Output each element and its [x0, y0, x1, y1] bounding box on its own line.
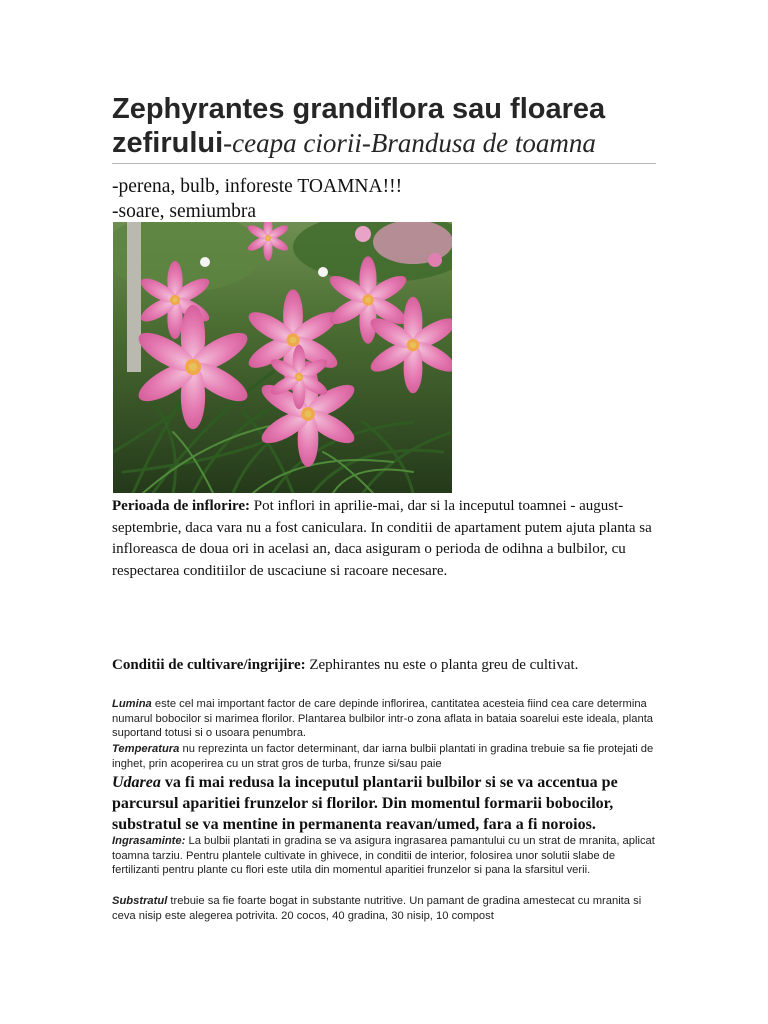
fertilizer-paragraph	[112, 834, 660, 878]
care-text: Zephirantes nu este o planta greu de cultivat.	[305, 657, 579, 673]
watering-text: va fi mai redusa la inceputul plantarii bulbilor si se va accentua pe parcursul aparitiei frunzelor si florilor. Din momentul formarii bobocilor, substratul se va mentine in permanenta reavan/umed, fara a fi noroios.	[112, 774, 618, 833]
care-paragraph	[112, 655, 612, 677]
fertilizer-text: La bulbii plantati in gradina se va asigura ingrasarea pamantului cu un strat de mranita, aplicat toamna tarziu. Pentru plantele cultivate in ghivece, in conditii de interior, folosirea unor solutii slabe de fertilizanti pentru plante cu flori este utila din momentul aparitiei frunzelor si pana la sfarsitul verii.	[112, 835, 655, 876]
watering-label: Udarea	[112, 774, 161, 791]
page-title	[112, 92, 657, 160]
fertilizer-label: Ingrasaminte:	[112, 835, 186, 847]
temperature-label: Temperatura	[112, 743, 180, 755]
substrate-paragraph	[112, 894, 660, 923]
flowering-paragraph	[112, 496, 657, 582]
title-subtitle: -ceapa ciorii-Brandusa de toamna	[223, 128, 596, 158]
summary-block	[112, 174, 402, 224]
light-label: Lumina	[112, 698, 152, 710]
temperature-paragraph	[112, 742, 660, 771]
light-text: este cel mai important factor de care depinde inflorirea, cantitatea acesteia fiind cea care determina numarul bobocilor si marimea florilor. Plantarea bulbilor intr-o zona aflata in bataia soarelui este ideala, planta suportand totusi si o usoara penumbra.	[112, 698, 654, 739]
summary-line-season: -perena, bulb, inforeste TOAMNA!!!	[112, 176, 403, 197]
care-label: Conditii de cultivare/ingrijire:	[112, 657, 306, 673]
flowering-text: Pot inflori in aprilie-mai, dar si la inceputul toamnei - august-septembrie, daca vara nu a fost caniculara. In conditii de apartament putem ajuta planta sa infloreasca de doua ori in acelasi an, daca asiguram o perioda de odihna a bulbilor, cu respectarea conditiilor de uscaciune si racoare necesare.	[112, 498, 652, 579]
pink-zephyranthes-flowers-icon	[113, 222, 452, 493]
substrate-label: Substratul	[112, 895, 168, 907]
title-divider	[112, 163, 656, 164]
flower-photo	[113, 222, 452, 493]
summary-line-light: -soare, semiumbra	[112, 201, 257, 222]
temperature-text: nu reprezinta un factor determinant, dar iarna bulbii plantati in gradina trebuie sa fie protejati de inghet, prin acoperirea cu un strat gros de turba, frunze si/sau paie	[112, 743, 654, 770]
light-paragraph	[112, 697, 660, 741]
watering-paragraph	[112, 772, 657, 835]
substrate-text: trebuie sa fie foarte bogat in substante nutritive. Un pamant de gradina amestecat cu mranita si ceva nisip este alegerea potrivita. 20 cocos, 40 gradina, 30 nisip, 10 compost	[112, 895, 642, 922]
flowering-label: Perioada de inflorire:	[112, 498, 251, 514]
title-main: Zephyrantes grandiflora sau floarea zefirului	[112, 93, 606, 159]
